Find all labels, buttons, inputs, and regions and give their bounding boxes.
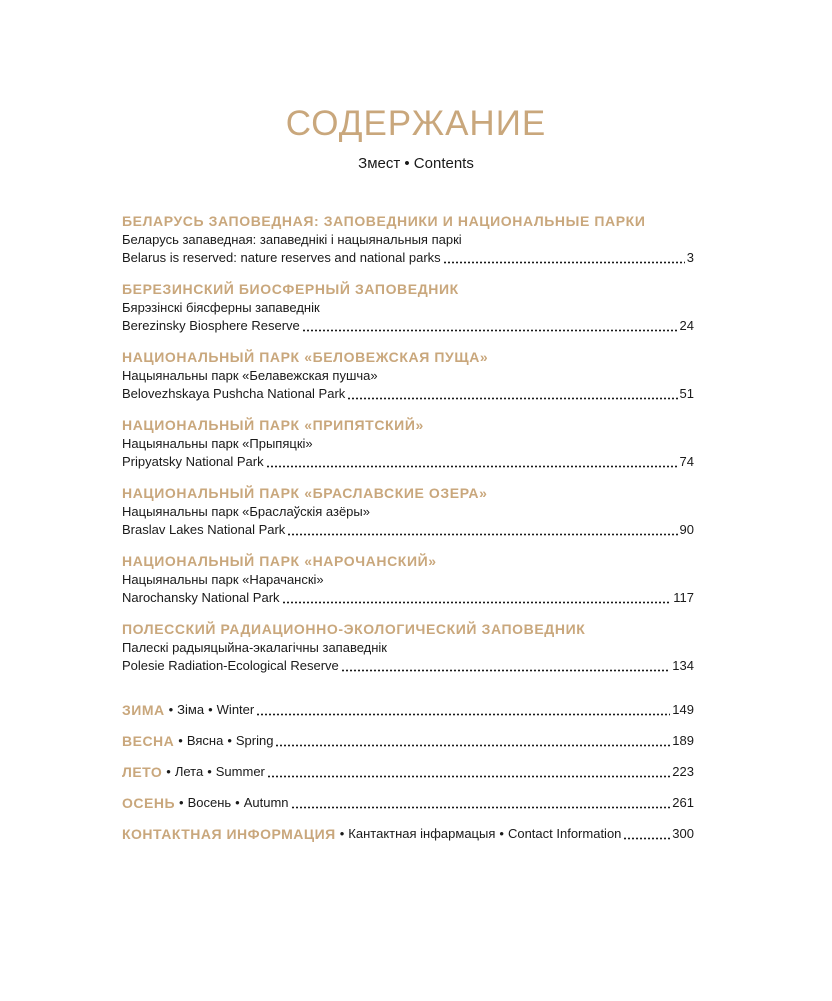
toc-entry[interactable] bbox=[122, 348, 694, 403]
entry-heading: ВЕСНА bbox=[122, 733, 175, 749]
dot-leader bbox=[347, 386, 677, 400]
entry-page-number: 223 bbox=[672, 764, 694, 779]
page-title: СОДЕРЖАНИЕ bbox=[285, 104, 547, 143]
entry-page-number: 74 bbox=[679, 454, 694, 469]
entry-belarusian-title: Бярэзінскі біясферны запаведнік bbox=[122, 300, 320, 315]
dot-leader bbox=[443, 250, 685, 264]
table-of-contents bbox=[122, 212, 694, 843]
entry-heading: ЗИМА bbox=[122, 702, 165, 718]
dot-leader bbox=[282, 590, 672, 604]
entry-heading: БЕРЕЗИНСКИЙ БИОСФЕРНЫЙ ЗАПОВЕДНИК bbox=[122, 281, 459, 297]
dot-leader bbox=[287, 522, 677, 536]
toc-entry[interactable] bbox=[122, 781, 694, 812]
dot-leader bbox=[341, 658, 671, 672]
dot-leader bbox=[267, 764, 670, 778]
bullet: • bbox=[168, 702, 174, 717]
entry-english-title: Spring bbox=[235, 733, 274, 748]
entry-english-title: Pripyatsky National Park bbox=[122, 454, 264, 469]
dot-leader bbox=[623, 826, 670, 840]
entry-page-number: 300 bbox=[672, 826, 694, 841]
entry-belarusian-title: Кантактная інфармацыя bbox=[348, 826, 496, 841]
page-subtitle: Змест • Contents bbox=[358, 155, 474, 172]
entry-page-number: 134 bbox=[672, 658, 694, 673]
entry-english-title: Belovezhskaya Pushcha National Park bbox=[122, 386, 346, 401]
bullet: • bbox=[235, 795, 240, 810]
dot-leader bbox=[291, 795, 671, 809]
entry-english-title: Braslav Lakes National Park bbox=[122, 522, 286, 537]
toc-entry[interactable] bbox=[122, 552, 694, 607]
entry-belarusian-title: Нацыянальны парк «Белавежская пушча» bbox=[122, 368, 378, 383]
entry-page-number: 3 bbox=[686, 250, 694, 265]
entry-english-title: Belarus is reserved: nature reserves and national parks bbox=[122, 250, 441, 265]
entry-belarusian-title: Нацыянальны парк «Прыпяцкі» bbox=[122, 436, 313, 451]
dot-leader bbox=[256, 702, 670, 716]
entry-heading: НАЦИОНАЛЬНЫЙ ПАРК «БЕЛОВЕЖСКАЯ ПУЩА» bbox=[122, 349, 489, 365]
entry-belarusian-title: Палескі радыяцыйна-экалагічны запаведнік bbox=[122, 640, 387, 655]
toc-entry[interactable] bbox=[122, 484, 694, 539]
entry-belarusian-title: Нацыянальны парк «Нарачанскі» bbox=[122, 572, 324, 587]
bullet: • bbox=[178, 733, 183, 748]
bullet: • bbox=[207, 764, 212, 779]
entry-heading: ПОЛЕССКИЙ РАДИАЦИОННО-ЭКОЛОГИЧЕСКИЙ ЗАПОВЕДНИК bbox=[122, 621, 586, 637]
toc-entry[interactable] bbox=[122, 812, 694, 843]
entry-page-number: 117 bbox=[673, 590, 694, 605]
entry-english-title: Summer bbox=[215, 764, 265, 779]
bullet: • bbox=[499, 826, 504, 841]
entry-english-title: Narochansky National Park bbox=[122, 590, 280, 605]
entry-belarusian-title: Нацыянальны парк «Браслаўскія азёры» bbox=[122, 504, 370, 519]
entry-english-title: Berezinsky Biosphere Reserve bbox=[122, 318, 300, 333]
entry-heading: ЛЕТО bbox=[122, 764, 163, 780]
entry-english-title: Contact Information bbox=[507, 826, 622, 841]
bullet: • bbox=[339, 826, 345, 841]
toc-entry[interactable] bbox=[122, 620, 694, 675]
entry-english-title: Autumn bbox=[243, 795, 289, 810]
entry-heading: НАЦИОНАЛЬНЫЙ ПАРК «БРАСЛАВСКИЕ ОЗЕРА» bbox=[122, 485, 488, 501]
toc-entry[interactable] bbox=[122, 688, 694, 719]
entry-heading: ОСЕНЬ bbox=[122, 795, 176, 811]
toc-entry[interactable] bbox=[122, 719, 694, 750]
toc-entry[interactable] bbox=[122, 750, 694, 781]
bullet: • bbox=[227, 733, 232, 748]
entry-belarusian-title: Беларусь запаведная: запаведнікі і нацыянальныя паркі bbox=[122, 232, 462, 247]
toc-entry[interactable] bbox=[122, 416, 694, 471]
entry-heading: НАЦИОНАЛЬНЫЙ ПАРК «ПРИПЯТСКИЙ» bbox=[122, 417, 424, 433]
entry-page-number: 90 bbox=[679, 522, 694, 537]
entry-belarusian-title: Восень bbox=[187, 795, 232, 810]
entry-page-number: 261 bbox=[672, 795, 694, 810]
entry-heading: НАЦИОНАЛЬНЫЙ ПАРК «НАРОЧАНСКИЙ» bbox=[122, 553, 437, 569]
entry-belarusian-title: Лета bbox=[174, 764, 204, 779]
dot-leader bbox=[266, 454, 678, 468]
entry-page-number: 189 bbox=[672, 733, 694, 748]
bullet: • bbox=[208, 702, 213, 717]
dot-leader bbox=[275, 733, 670, 747]
entry-belarusian-title: Вясна bbox=[186, 733, 224, 748]
toc-entry[interactable] bbox=[122, 280, 694, 335]
entry-english-title: Winter bbox=[216, 702, 255, 717]
entry-belarusian-title: Зіма bbox=[177, 702, 205, 717]
entry-page-number: 24 bbox=[679, 318, 694, 333]
entry-heading: БЕЛАРУСЬ ЗАПОВЕДНАЯ: ЗАПОВЕДНИКИ И НАЦИОНАЛЬНЫЕ ПАРКИ bbox=[122, 213, 646, 229]
entry-page-number: 51 bbox=[679, 386, 694, 401]
entry-english-title: Polesie Radiation-Ecological Reserve bbox=[122, 658, 339, 673]
bullet: • bbox=[166, 764, 171, 779]
bullet: • bbox=[179, 795, 184, 810]
entry-page-number: 149 bbox=[672, 702, 694, 717]
entry-heading: КОНТАКТНАЯ ИНФОРМАЦИЯ bbox=[122, 826, 336, 842]
toc-entry[interactable] bbox=[122, 212, 694, 267]
dot-leader bbox=[302, 318, 678, 332]
